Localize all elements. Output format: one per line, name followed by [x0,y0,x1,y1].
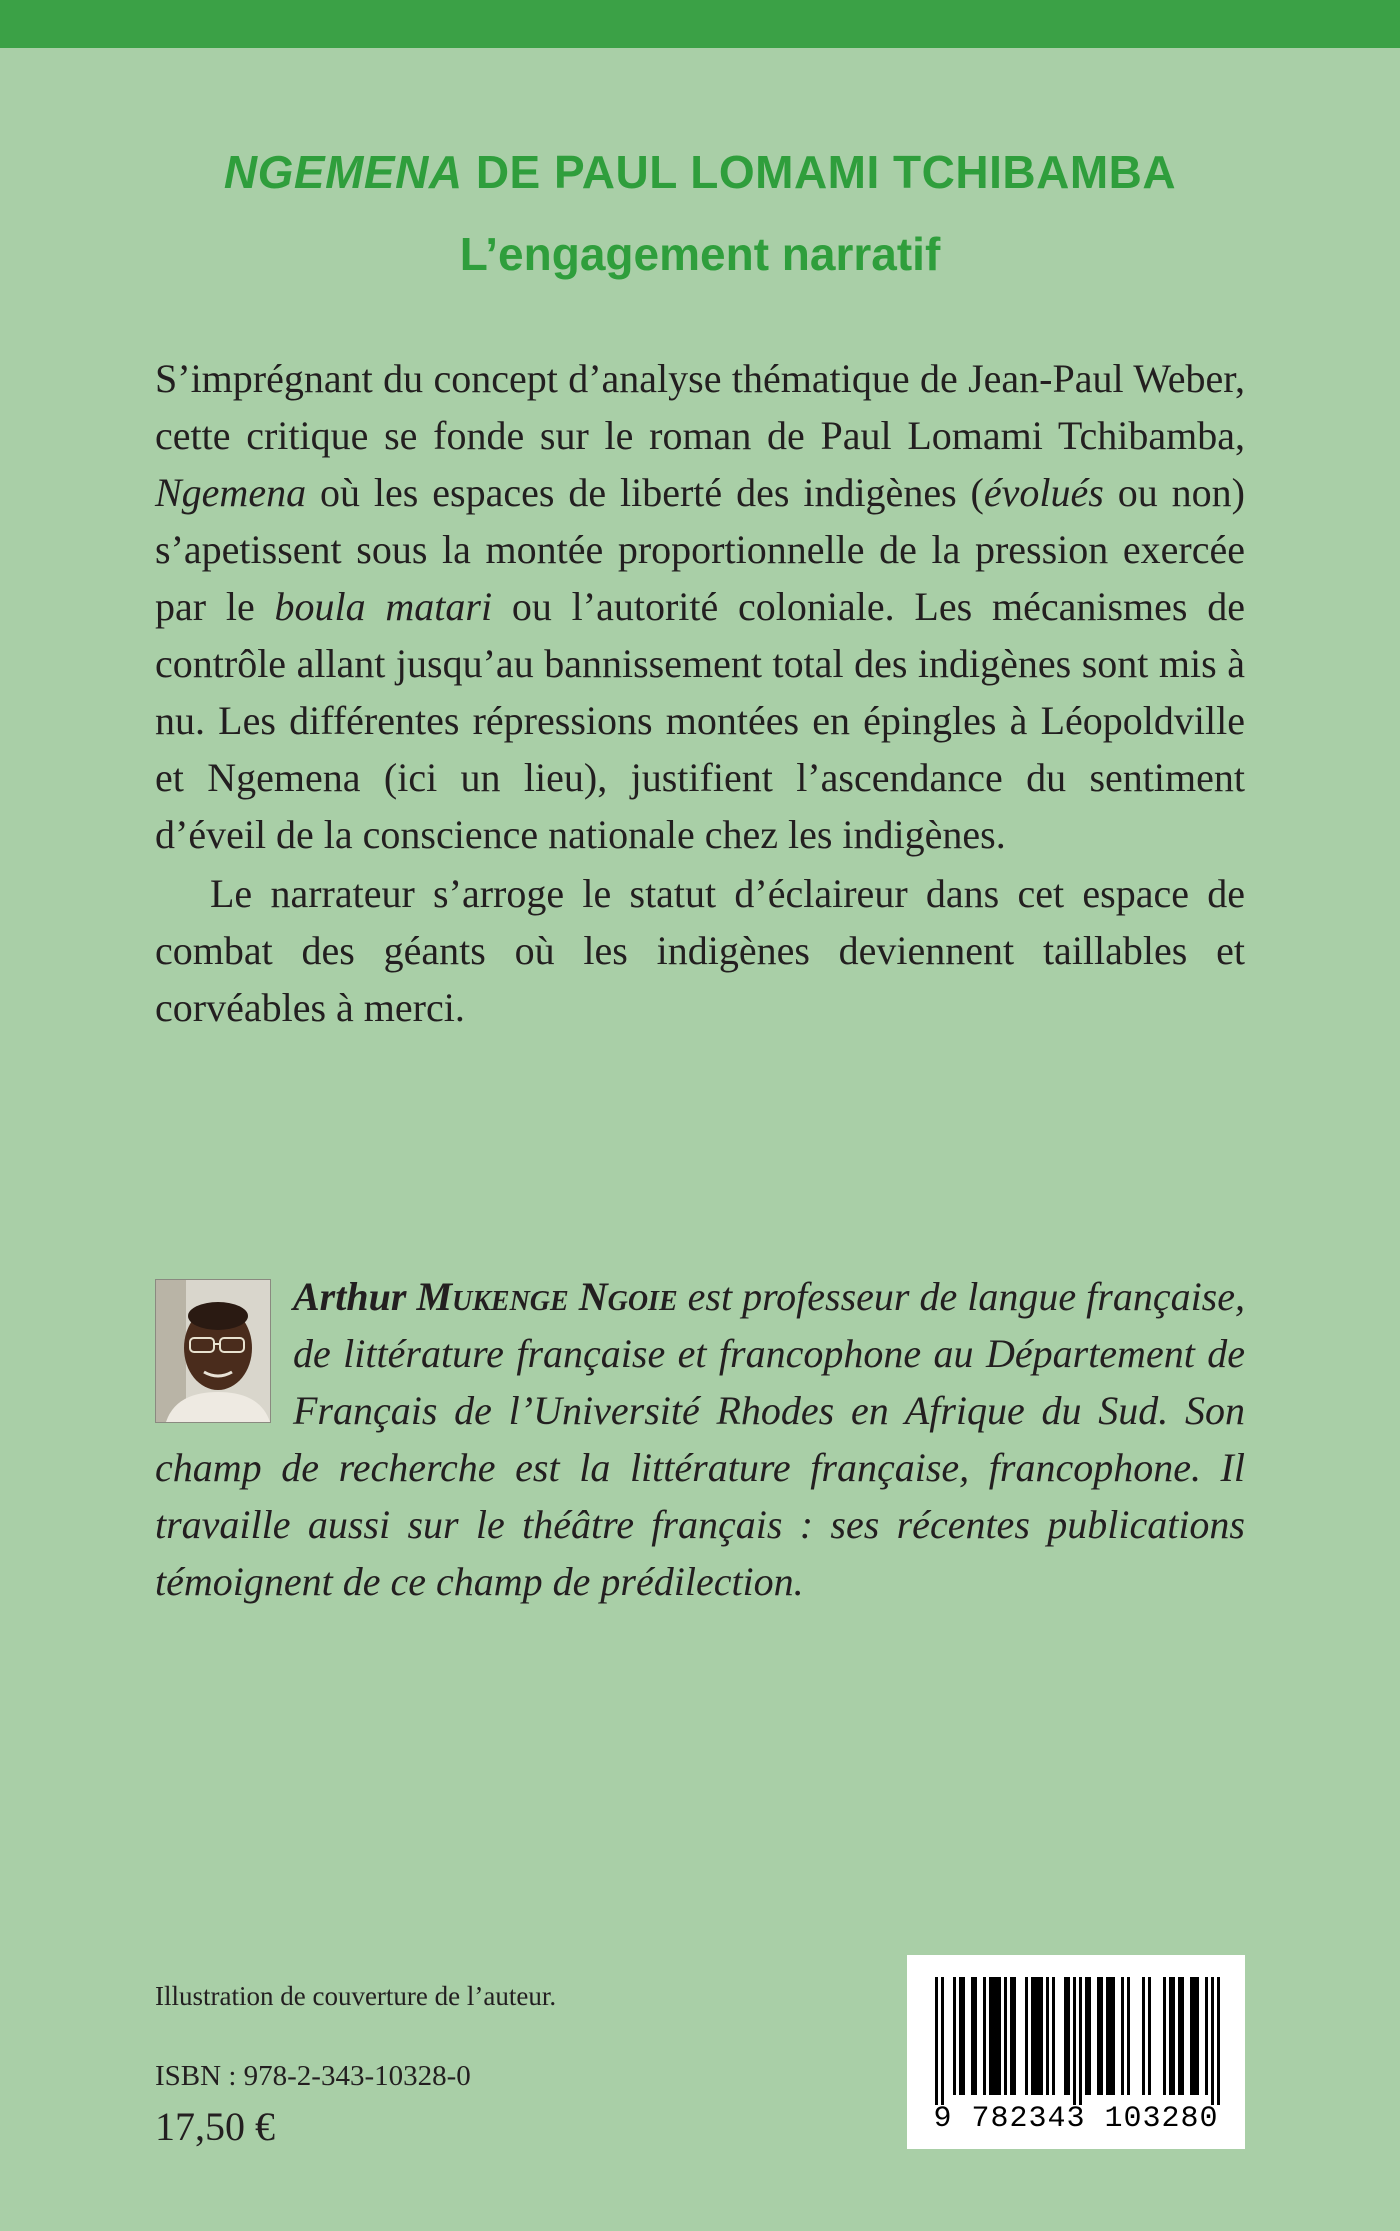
barcode-bar [1064,1977,1067,2095]
barcode-bar [1073,1977,1076,2105]
blurb-italic-term: Ngemena [155,470,307,515]
barcode-bar [1121,1977,1124,2095]
author-first-name: Arthur [293,1274,417,1319]
barcode-bar [998,1977,1001,2095]
barcode-bar [1196,1977,1199,2095]
barcode-bar [1046,1977,1049,2095]
barcode-bar [983,1977,986,2095]
book-subtitle: L’engagement narratif [459,228,941,280]
barcode-bar [935,1977,938,2105]
barcode-bars [907,1955,1245,2105]
barcode-bar [1148,1977,1151,2095]
barcode-bar [1037,1977,1040,2095]
barcode-bar [1097,1977,1100,2095]
barcode-bar [1142,1977,1145,2095]
barcode-bar [1034,1977,1037,2095]
barcode-bar [1190,1977,1193,2095]
barcode-bar [1025,1977,1028,2095]
barcode-bar [1067,1977,1070,2095]
author-name [293,1274,678,1319]
barcode-bar [1085,1977,1088,2095]
title-block [0,140,1400,286]
barcode-bar [1127,1977,1130,2095]
blurb-italic-term: boula matari [274,584,493,629]
barcode-bar [959,1977,962,2095]
barcode-bar [1178,1977,1181,2095]
barcode [907,1955,1245,2149]
barcode-bar [971,1977,974,2095]
barcode-bar [992,1977,995,2095]
barcode-bar [1205,1977,1208,2095]
barcode-bar [1169,1977,1172,2095]
barcode-bar [1217,1977,1220,2105]
barcode-bar [1052,1977,1055,2095]
author-last-name-1: Mukenge [416,1274,569,1319]
blurb-italic-term: évolués [983,470,1104,515]
book-title [0,140,1400,204]
barcode-bar [1100,1977,1103,2095]
barcode-bar [1004,1977,1007,2095]
blurb-paragraph-1 [155,350,1245,863]
barcode-bar [1109,1977,1112,2095]
author-last-name-2: Ngoie [578,1274,678,1319]
price: 17,50 € [155,2104,275,2149]
barcode-bar [1106,1977,1109,2095]
barcode-bar [1079,1977,1082,2105]
barcode-bar [995,1977,998,2095]
barcode-bar [1193,1977,1196,2095]
author-photo [155,1279,271,1423]
book-title-rest: DE PAUL LOMAMI TCHIBAMBA [462,146,1177,198]
barcode-bar [1163,1977,1166,2095]
back-cover-blurb [155,350,1245,1036]
author-portrait-illustration [156,1280,270,1422]
blurb-text: S’imprégnant du concept d’analyse thématique de Jean-Paul Weber, cette critique se fonde sur le roman de Paul Lomami Tchibamba, [155,356,1245,458]
barcode-bar [1031,1977,1034,2095]
blurb-text: où les espaces de liberté des indigènes ( [306,470,984,515]
isbn: ISBN : 978-2-343-10328-0 [155,2060,471,2092]
barcode-bar [962,1977,965,2095]
barcode-bar [1010,1977,1013,2095]
barcode-bar [1181,1977,1184,2095]
blurb-text: ou l’autorité coloniale. Les mécanismes de contrôle allant jusqu’au bannissement total des indigènes sont mis à nu. Les différentes répressions montées en épingles à Léopoldville et Ngemena (ici un lieu), justifient l’ascendance du sentiment d’éveil de la conscience nationale chez les indigènes. [155,584,1245,857]
barcode-bar [974,1977,977,2095]
barcode-digits: 9 782343 103280 [933,2102,1219,2136]
cover-illustration-credit: Illustration de couverture de l’auteur. [155,1981,557,2011]
barcode-bar [989,1977,992,2095]
author-bio-text: est professeur de langue française, de littérature française et francophone au Département de Français de l’Université Rhodes en Afrique du Sud. Son champ de recherche est la littérature française, francophone. Il travaille aussi sur le théâtre français : ses récentes publications témoignent de ce champ de prédilection. [155,1274,1246,1604]
barcode-bar [1013,1977,1016,2095]
book-title-italic: NGEMENA [223,146,463,198]
barcode-bar [941,1977,944,2105]
barcode-bar [1088,1977,1091,2095]
barcode-bar [1112,1977,1115,2095]
author-bio [155,1268,1245,1610]
barcode-bar [1211,1977,1214,2105]
top-color-band [0,0,1400,48]
barcode-bar [1040,1977,1043,2095]
barcode-bar [953,1977,956,2095]
blurb-text: ou non) s’apetissent sous la montée proportionnelle de la pression exercée par le [155,470,1245,629]
barcode-bar [1172,1977,1175,2095]
blurb-paragraph-2: Le narrateur s’arroge le statut d’éclaireur dans cet espace de combat des géants où les indigènes deviennent taillables et corvéables à merci. [155,871,1245,1030]
